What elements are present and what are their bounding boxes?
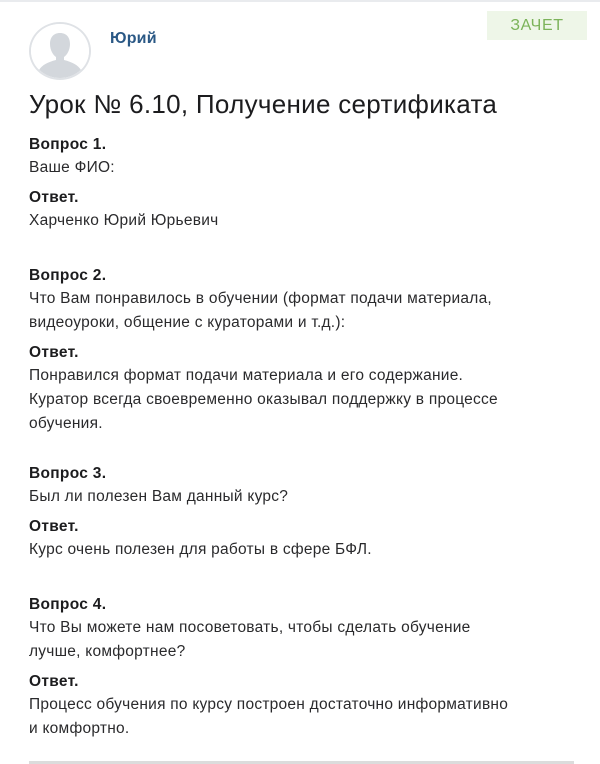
answer-text: Курс очень полезен для работы в сфере БФЛ. <box>29 541 372 558</box>
default-user-avatar-icon <box>31 24 89 78</box>
question-block-2 <box>29 265 574 436</box>
question-label: Вопрос 4. <box>29 596 107 613</box>
answer-text: Процесс обучения по курсу построен достаточно информативно и комфортно. <box>29 696 509 737</box>
lesson-title: Урок № 6.10, Получение сертификата <box>29 89 498 119</box>
question-text: Был ли полезен Вам данный курс? <box>29 488 289 505</box>
post-header <box>0 0 600 85</box>
status-badge: ЗАЧЕТ <box>487 11 587 40</box>
question-text: Ваше ФИО: <box>29 159 115 176</box>
answer-label: Ответ. <box>29 189 79 206</box>
answer-label: Ответ. <box>29 344 79 361</box>
question-label: Вопрос 2. <box>29 267 107 284</box>
avatar[interactable] <box>29 22 91 80</box>
question-block-1 <box>29 134 574 233</box>
question-label: Вопрос 1. <box>29 136 107 153</box>
answer-text: Харченко Юрий Юрьевич <box>29 212 219 229</box>
answer-text: Понравился формат подачи материала и его содержание. Куратор всегда своевременно оказывал поддержку в процессе обучения. <box>29 367 498 432</box>
question-label: Вопрос 3. <box>29 465 107 482</box>
question-block-4 <box>29 594 574 741</box>
answer-label: Ответ. <box>29 518 79 535</box>
author-name-link[interactable]: Юрий <box>110 30 157 47</box>
question-text: Что Вам понравилось в обучении (формат подачи материала, видеоуроки, общение с кураторами и т.д.): <box>29 290 492 331</box>
question-block-3 <box>29 463 574 562</box>
question-text: Что Вы можете нам посоветовать, чтобы сделать обучение лучше, комфортнее? <box>29 619 471 660</box>
answer-label: Ответ. <box>29 673 79 690</box>
